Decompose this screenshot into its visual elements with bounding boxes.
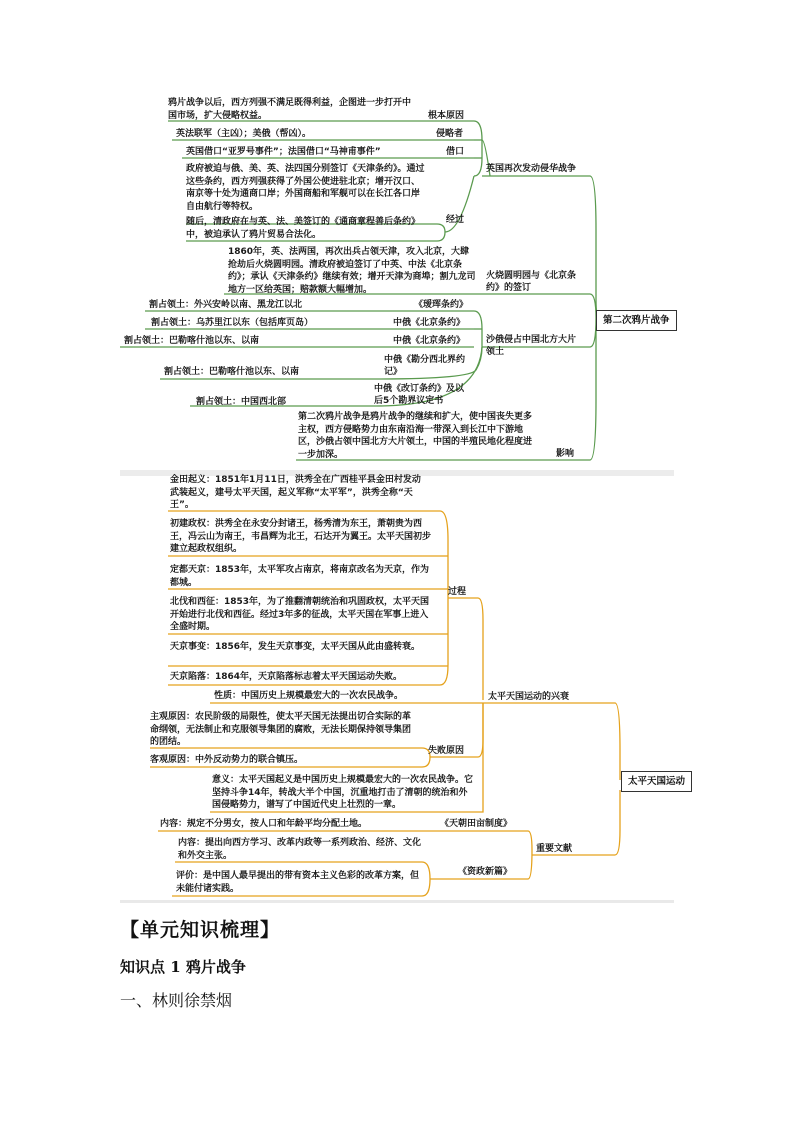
treaty-cede-1: 割占领土：外兴安岭以南、黑龙江以北 [149,300,303,310]
meaning-text: 意义：太平天国起义是中国历史上规模最宏大的一次农民战争。它坚持斗争14年，转战大半个中国，沉重地打击了清朝的统治和外国侵略势力，谱写了中国近代史上壮烈的一章。 [212,775,474,810]
branch-rise-fall: 太平天国运动的兴衰 [488,692,570,702]
process-label-2: 过程 [448,587,467,597]
doc2-name: 《资政新篇》 [458,867,513,877]
aggressor-text: 英法联军（主凶）；美俄（帮凶）。 [176,129,312,139]
event-incident: 天京事变：1856年，发生天京事变，太平天国从此由盛转衰。 [170,642,421,652]
objective-cause: 客观原因：中外反动势力的联合镇压。 [150,755,304,765]
branch-british-invasion: 英国再次发动侵华战争 [486,164,577,174]
nature-text: 性质：中国历史上规模最宏大的一次农民战争。 [214,691,404,701]
branch-yuanmingyuan: 火烧圆明园与《北京条约》的签订 [486,271,577,293]
process-text-1: 政府被迫与俄、美、英、法四国分别签订《天津条约》。通过这些条约，西方列强获得了外国公使进驻北京；增开汉口、南京等十处为通商口岸；外国商船和军舰可以在长江各口岸自由航行等特权。 [186,164,425,212]
palace-text: 1860年，英、法两国，再次出兵占领天津，攻入北京，大肆抢劫后火烧圆明园。清政府被迫签订了中英、中法《北京条约》；承认《天津条约》继续有效；增开天津为商埠；割九龙司地方一区给英国；赔款额大幅增加。 [228,247,476,295]
failure-label: 失败原因 [428,746,465,756]
branch-documents: 重要文献 [536,844,573,854]
event-capital: 定都天京：1853年，太平军攻占南京，将南京改名为天京，作为都城。 [170,565,430,588]
impact-label: 影响 [556,449,575,459]
subheading: 一、林则徐禁烟 [120,991,233,1010]
treaty-name-1: 《瑷珲条约》 [414,300,469,310]
doc1-name: 《天朝田亩制度》 [440,819,513,829]
pretext-label: 借口 [446,147,465,157]
aggressor-label: 侵略者 [436,129,464,139]
event-jintian: 金田起义：1851年1月11日，洪秀全在广西桂平县金田村发动武装起义，建号太平天国，起义军称“太平军”，洪秀全称“天王”。 [170,475,421,510]
cause-text: 鸦片战争以后，西方列强不满足既得利益，企图进一步打开中国市场，扩大侵略权益。 [168,98,412,121]
event-fall: 天京陷落：1864年，天京陷落标志着太平天国运动失败。 [170,672,403,682]
doc2-eval: 评价：是中国人最早提出的带有资本主义色彩的改革方案，但未能付诸实践。 [176,871,420,894]
subjective-cause: 主观原因：农民阶级的局限性，使太平天国无法提出切合实际的革命纲领，无法制止和克服领导集团的腐败，无法长期保持领导集团的团结。 [150,712,412,747]
knowledge-point-heading: 知识点 1 鸦片战争 [120,958,246,976]
treaty-cede-2: 割占领土：乌苏里江以东（包括库页岛） [151,318,314,328]
doc2-content: 内容：提出向西方学习、改革内政等一系列政治、经济、文化和外交主张。 [178,838,422,861]
branch-russia: 沙俄侵占中国北方大片领土 [486,335,577,357]
treaty-name-4: 中俄《勘分西北界约记》 [384,355,466,377]
divider-bottom [120,900,674,903]
mindmap2-root: 太平天国运动 [621,771,692,792]
treaty-name-5: 中俄《改订条约》及以后5个勘界议定书 [374,384,465,406]
impact-text: 第二次鸦片战争是鸦片战争的继续和扩大，使中国丧失更多主权，西方侵略势力由东南沿海一带深入到长江中下游地区，沙俄占领中国北方大片领土，中国的半殖民地化程度进一步加深。 [298,412,533,460]
pretext-text: 英国借口“亚罗号事件”；法国借口“马神甫事件” [186,147,381,157]
process-label: 经过 [446,215,465,225]
treaty-cede-3: 割占领土：巴勒喀什池以东、以南 [124,336,260,346]
mindmap1-root: 第二次鸦片战争 [596,310,677,331]
event-expedition: 北伐和西征：1853年，为了推翻清朝统治和巩固政权，太平天国开始进行北伐和西征。经过3年多的征战，太平天国在军事上进入全盛时期。 [170,597,430,632]
process-text-2: 随后，清政府在与英、法、美签订的《通商章程善后条约》中，被迫承认了鸦片贸易合法化。 [186,217,421,240]
event-regime: 初建政权：洪秀全在永安分封诸王，杨秀清为东王，萧朝贵为西王，冯云山为南王，韦昌辉为北王，石达开为翼王。太平天国初步建立起政权组织。 [170,519,432,554]
cause-label: 根本原因 [428,111,465,121]
treaty-cede-5: 割占领土：中国西北部 [196,397,287,407]
section-title: 【单元知识梳理】 [120,919,281,941]
treaty-name-3: 中俄《北京条约》 [393,336,466,346]
doc1-content: 内容：规定不分男女，按人口和年龄平均分配土地。 [160,819,368,829]
treaty-cede-4: 割占领土：巴勒喀什池以东、以南 [164,367,300,377]
treaty-name-2: 中俄《北京条约》 [393,318,466,328]
